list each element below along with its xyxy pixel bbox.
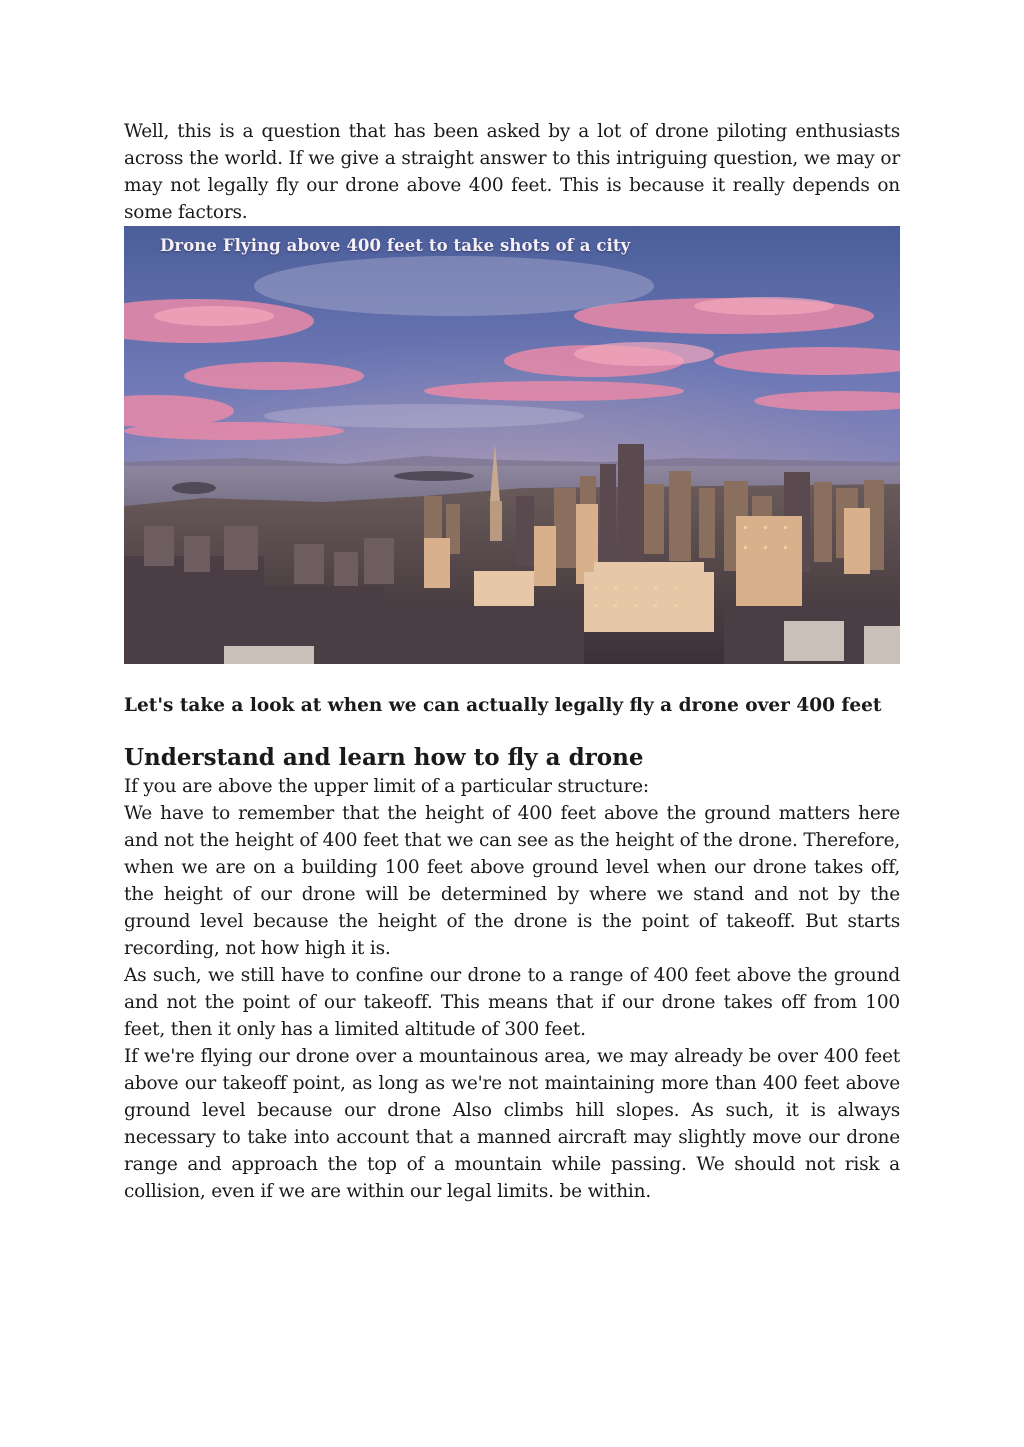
lead-heading: Let's take a look at when we can actually legally fly a drone over 400 feet	[124, 695, 882, 716]
paragraph-mountain-flying: If we're flying our drone over a mountainous area, we may already be over 400 feet above our takeoff point, as long as we're not maintaining more than 400 feet above ground level because our drone Also climbs hill slopes. As such, it is always necessary to take into account that a manned aircraft may slightly move our drone range and approach the top of a mountain while passing. We should not risk a collision, even if we are within our legal limits. be within.	[124, 1046, 900, 1202]
paragraph-altitude-range: As such, we still have to confine our drone to a range of 400 feet above the ground and not the point of our takeoff. This means that if our drone takes off from 100 feet, then it only has a limited altitude of 300 feet.	[124, 965, 900, 1040]
document-page	[124, 118, 900, 1205]
city-skyline-illustration	[124, 226, 900, 664]
photo-caption: Drone Flying above 400 feet to take shots of a city	[160, 236, 631, 255]
paragraph-height-explanation: We have to remember that the height of 400 feet above the ground matters here and not the height of 400 feet that we can see as the height of the drone. Therefore, when we are on a building 100 feet above ground level when our drone takes off, the height of our drone will be determined by where we stand and not by the ground level because the height of the drone is the point of takeoff. But starts recording, not how high it is.	[124, 803, 900, 959]
section-heading: Understand and learn how to fly a drone	[124, 744, 644, 771]
paragraph-structure-limit: If you are above the upper limit of a particular structure:	[124, 776, 649, 797]
city-skyline-photo	[124, 226, 900, 664]
intro-paragraph: Well, this is a question that has been asked by a lot of drone piloting enthusiasts across the world. If we give a straight answer to this intriguing question, we may or may not legally fly our drone above 400 feet. This is because it really depends on some factors.	[124, 121, 900, 223]
